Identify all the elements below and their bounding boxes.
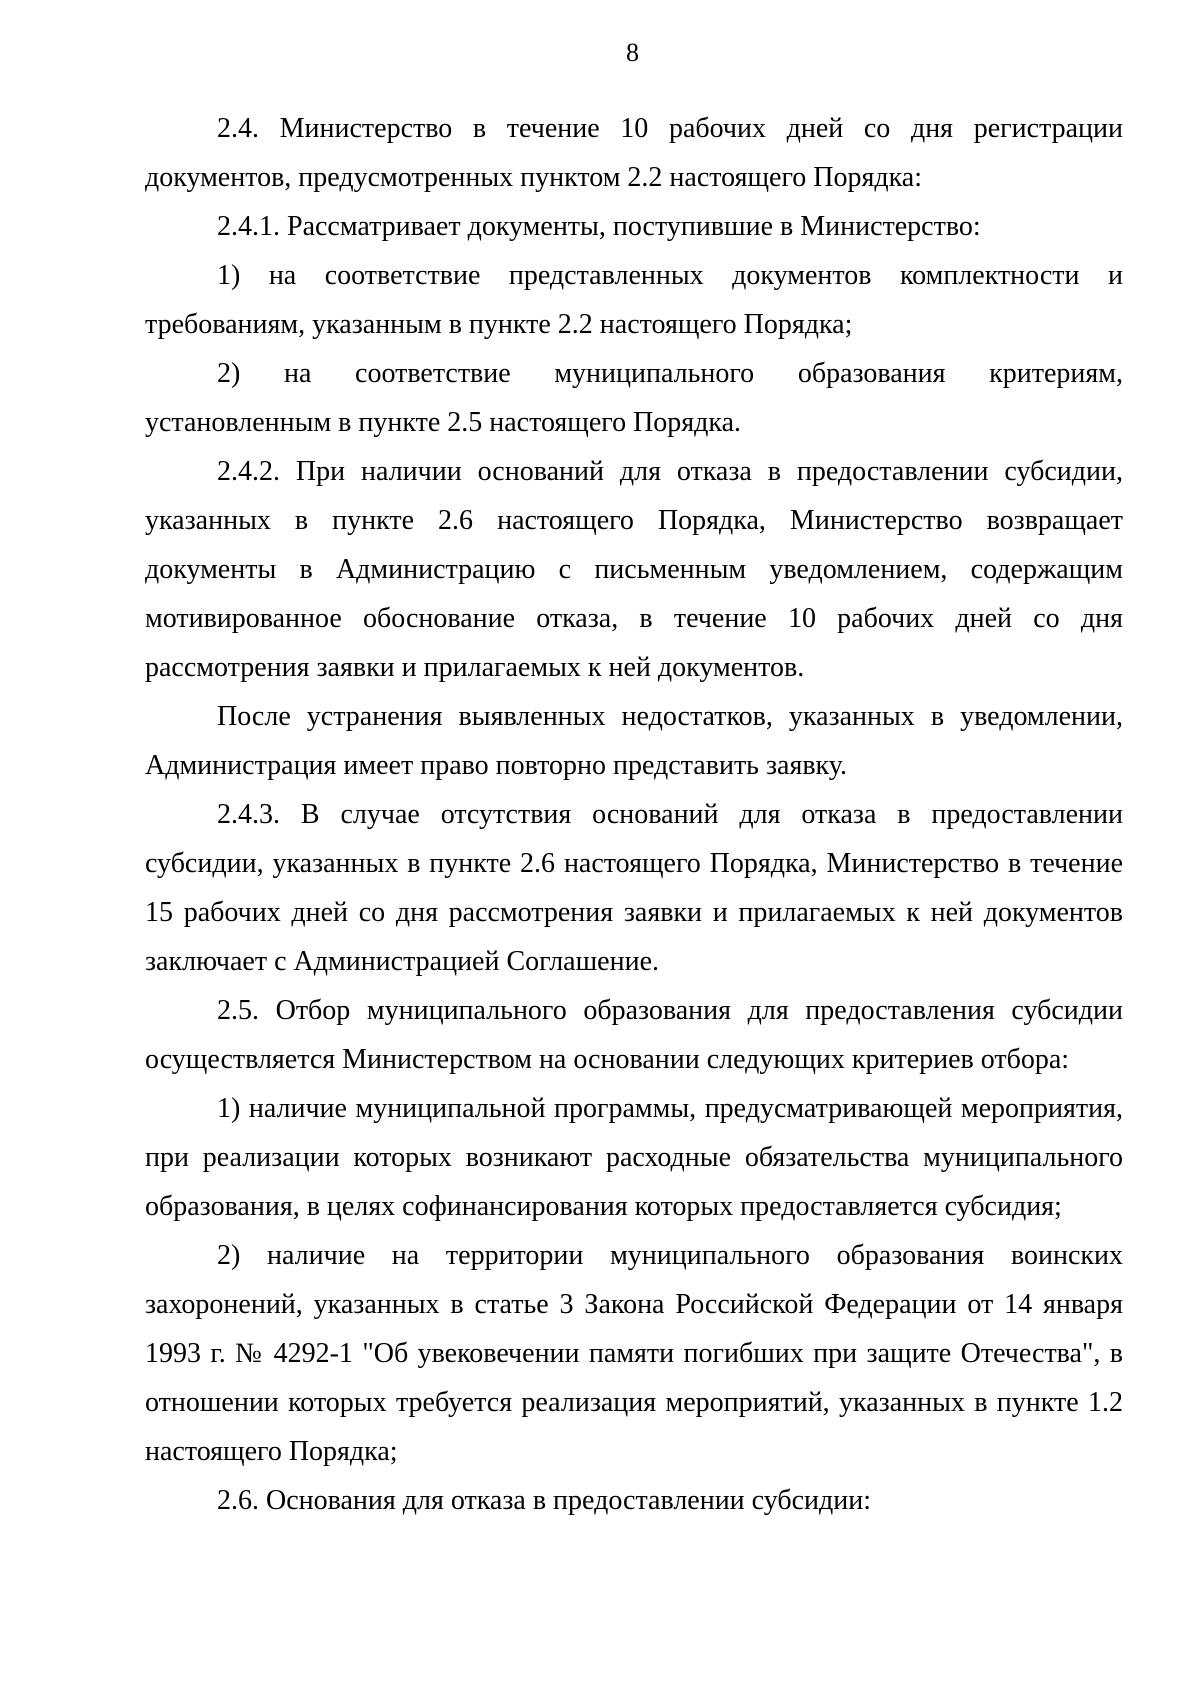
paragraph-2-4-1-item-2: 2) на соответствие муниципального образования критериям, установленным в пункте 2.5 настоящего Порядка. — [145, 358, 1123, 438]
page-number: 8 — [626, 38, 639, 67]
paragraph-2-4: 2.4. Министерство в течение 10 рабочих дней со дня регистрации документов, предусмотренных пунктом 2.2 настоящего Порядка: — [145, 113, 1123, 193]
paragraph-resubmission: После устранения выявленных недостатков, указанных в уведомлении, Администрация имеет право повторно представить заявку. — [145, 701, 1123, 781]
document-body — [145, 104, 1123, 1525]
paragraph-2-5-item-1: 1) наличие муниципальной программы, предусматривающей мероприятия, при реализации которых возникают расходные обязательства муниципального образования, в целях софинансирования которых предоставляется субсидия; — [145, 1093, 1123, 1222]
paragraph-2-6: 2.6. Основания для отказа в предоставлении субсидии: — [217, 1485, 872, 1516]
paragraph-2-5: 2.5. Отбор муниципального образования для предоставления субсидии осуществляется Министерством на основании следующих критериев отбора: — [145, 995, 1123, 1075]
paragraph-2-4-1-item-1: 1) на соответствие представленных документов комплектности и требованиям, указанным в пункте 2.2 настоящего Порядка; — [145, 260, 1123, 340]
paragraph-2-4-3: 2.4.3. В случае отсутствия оснований для отказа в предоставлении субсидии, указанных в пункте 2.6 настоящего Порядка, Министерство в течение 15 рабочих дней со дня рассмотрения заявки и прилагаемых к ней документов заключает с Администрацией Соглашение. — [145, 799, 1123, 977]
paragraph-2-4-1: 2.4.1. Рассматривает документы, поступившие в Министерство: — [217, 211, 981, 242]
paragraph-2-4-2: 2.4.2. При наличии оснований для отказа в предоставлении субсидии, указанных в пункте 2.6 настоящего Порядка, Министерство возвращает документы в Администрацию с письменным уведомлением, содержащим мотивированное обоснование отказа, в течение 10 рабочих дней со дня рассмотрения заявки и прилагаемых к ней документов. — [145, 456, 1123, 683]
paragraph-2-5-item-2: 2) наличие на территории муниципального образования воинских захоронений, указанных в статье 3 Закона Российской Федерации от 14 января 1993 г. № 4292-1 "Об увековечении памяти погибших при защите Отечества", в отношении которых требуется реализация мероприятий, указанных в пункте 1.2 настоящего Порядка; — [145, 1240, 1123, 1467]
